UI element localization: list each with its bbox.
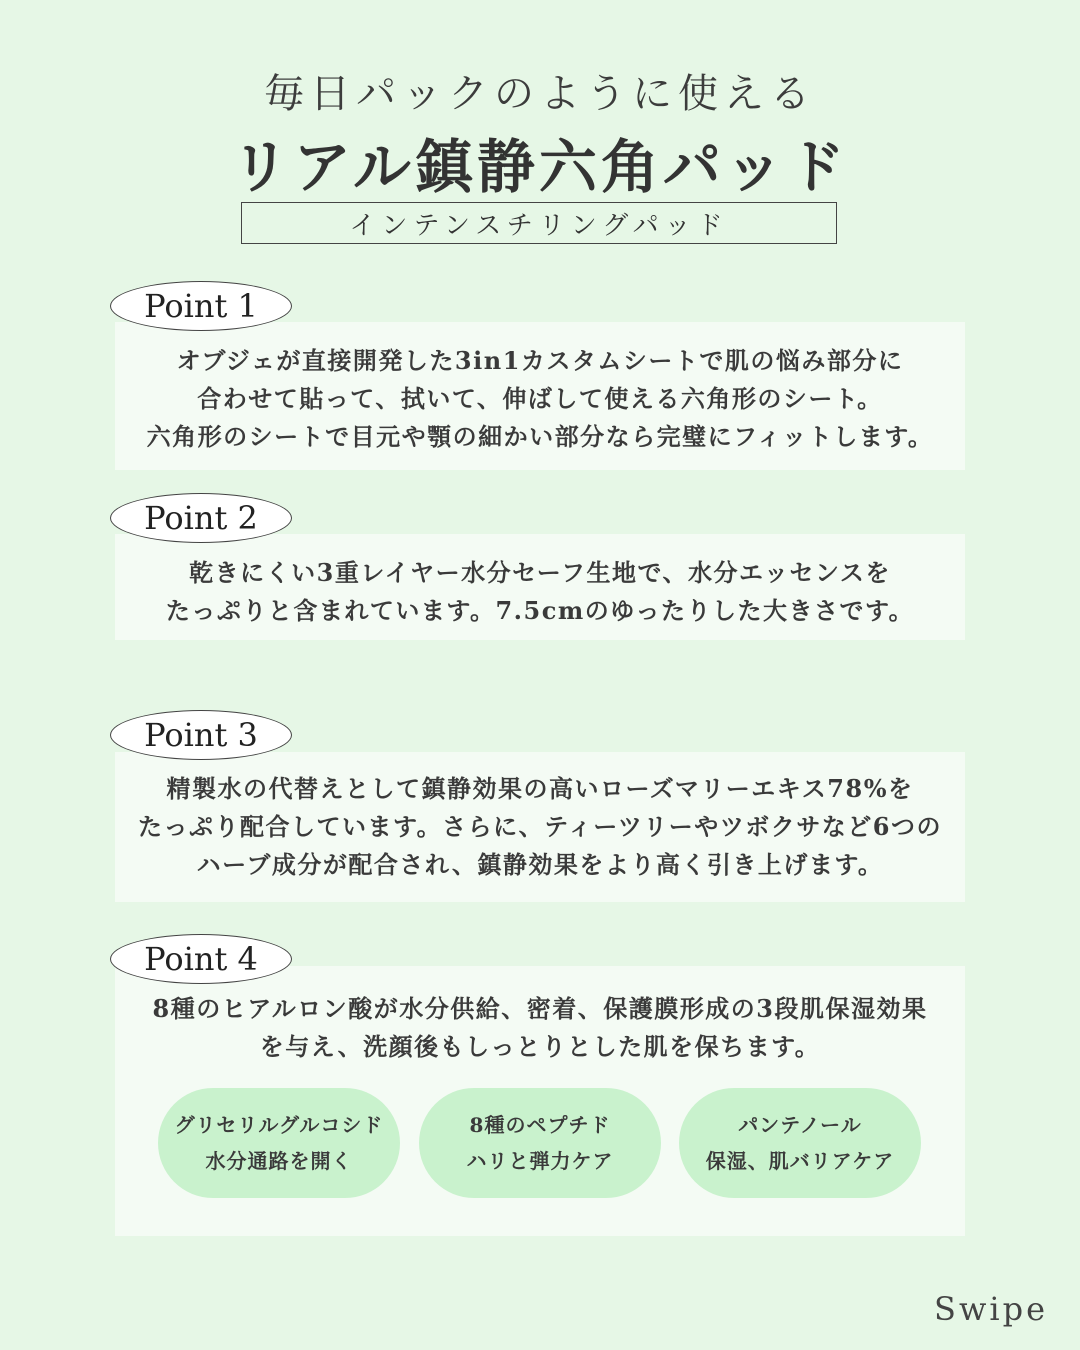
ingredient-name: 8種のペプチド — [469, 1113, 611, 1137]
point-3-text — [115, 770, 965, 884]
point-3-card — [115, 752, 965, 902]
point-4-text — [115, 990, 965, 1066]
point-3-line: ハーブ成分が配合され、鎮静効果をより高く引き上げます。 — [196, 850, 884, 879]
ingredient-effect: ハリと弾力ケア — [466, 1149, 614, 1173]
point-2-line: たっぷりと含まれています。7.5cmのゆったりした大きさです。 — [165, 596, 915, 625]
ingredient-pill — [158, 1088, 400, 1198]
point-2-label: Point 2 — [110, 493, 292, 543]
point-1-line: オブジェが直接開発した3in1カスタムシートで肌の悩み部分に — [176, 346, 904, 375]
point-1-text — [115, 342, 965, 456]
ingredient-pill — [419, 1088, 661, 1198]
point-3-line: 精製水の代替えとして鎮静効果の高いローズマリーエキス78%を — [166, 774, 914, 803]
point-2-line: 乾きにくい3重レイヤー水分セーフ生地で、水分エッセンスを — [189, 558, 891, 587]
point-1-card — [115, 322, 965, 470]
page-subtitle: 毎日パックのように使える — [264, 71, 816, 117]
page-title: リアル鎮静六角パッド — [231, 133, 849, 201]
point-2-text — [115, 554, 965, 630]
point-3-line: たっぷり配合しています。さらに、ティーツリーやツボクサなど6つの — [138, 812, 942, 841]
point-1-line: 合わせて貼って、拭いて、伸ばして使える六角形のシート。 — [197, 384, 883, 413]
product-name: インテンスチリングパッド — [349, 210, 729, 241]
point-4-label: Point 4 — [110, 934, 292, 984]
ingredient-effect: 保湿、肌バリアケア — [705, 1149, 895, 1173]
product-name-box — [241, 202, 837, 244]
ingredient-pill — [679, 1088, 921, 1198]
point-1-label: Point 1 — [110, 281, 292, 331]
ingredient-effect: 水分通路を開く — [205, 1149, 353, 1173]
point-1-line: 六角形のシートで目元や顎の細かい部分なら完璧にフィットします。 — [146, 422, 934, 451]
ingredient-name: グリセリルグルコシド — [174, 1113, 384, 1137]
ingredient-name: パンテノール — [738, 1113, 862, 1137]
swipe-hint: Swipe — [934, 1290, 1048, 1328]
point-4-line: 8種のヒアルロン酸が水分供給、密着、保護膜形成の3段肌保湿効果 — [152, 994, 928, 1023]
point-4-line: を与え、洗顔後もしっとりとした肌を保ちます。 — [259, 1032, 821, 1061]
point-3-label: Point 3 — [110, 710, 292, 760]
point-2-card — [115, 534, 965, 640]
